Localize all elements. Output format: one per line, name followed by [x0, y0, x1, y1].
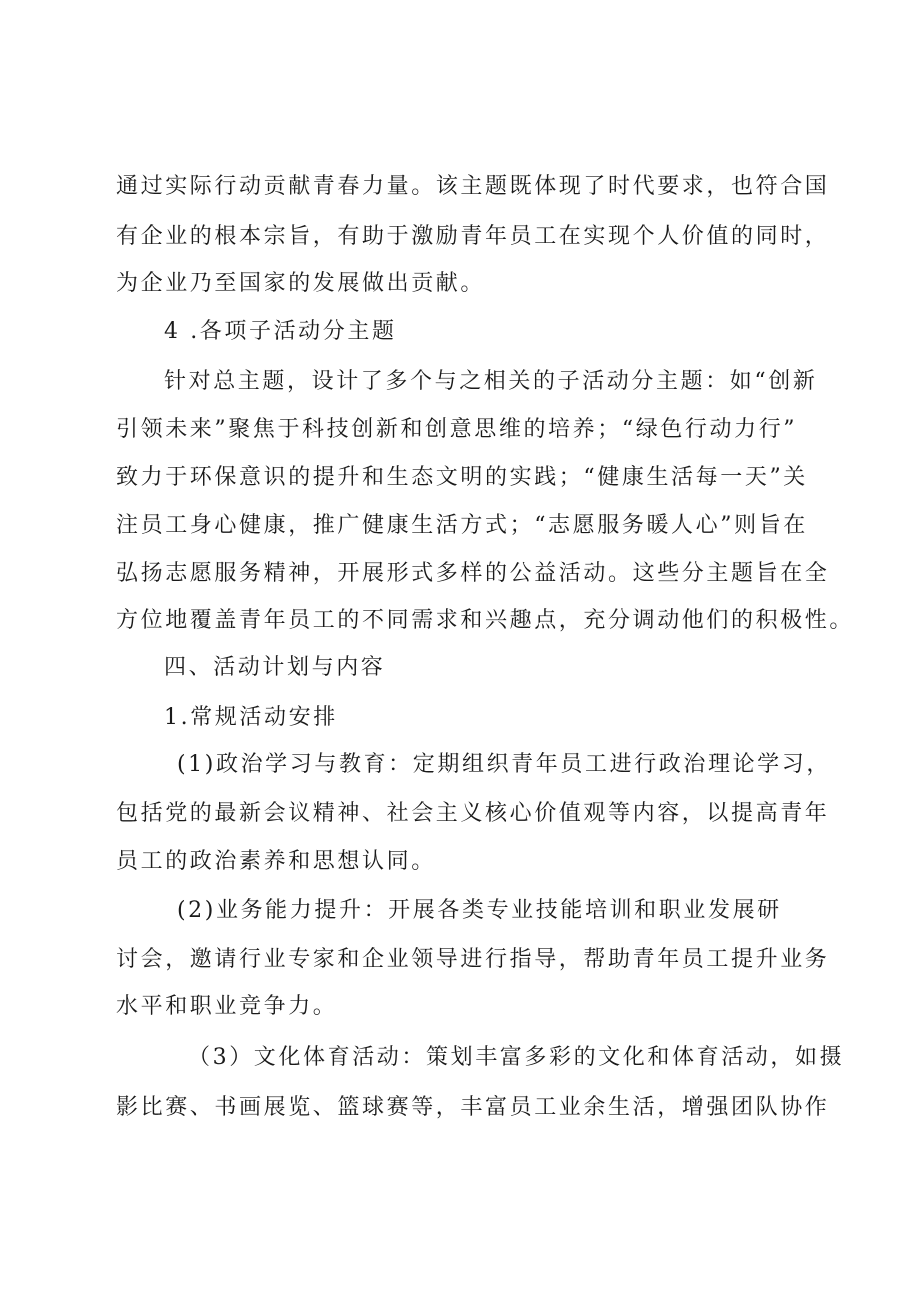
paragraph-line: 针对总主题，设计了多个与之相关的子活动分主题：如“创新	[164, 369, 818, 394]
paragraph-line: 讨会，邀请行业专家和企业领导进行指导，帮助青年员工提升业务	[116, 947, 830, 972]
paragraph-line: 影比赛、书画展览、篮球赛等，丰富员工业余生活，增强团队协作	[116, 1095, 830, 1120]
paragraph-line: 通过实际行动贡献青春力量。该主题既体现了时代要求，也符合国	[116, 174, 830, 199]
paragraph-line: (1)政治学习与教育：定期组织青年员工进行政治理论学习，	[177, 752, 831, 777]
paragraph-line: 包括党的最新会议精神、社会主义核心价值观等内容，以提高青年	[116, 801, 830, 826]
paragraph-line: 注员工身心健康，推广健康生活方式；“志愿服务暖人心”则旨在	[116, 513, 808, 538]
paragraph-line: 弘扬志愿服务精神，开展形式多样的公益活动。这些分主题旨在全	[116, 561, 830, 586]
paragraph-line: 水平和职业竞争力。	[116, 994, 338, 1019]
section-heading: 4 .各项子活动分主题	[164, 319, 397, 344]
section-heading: 四、活动计划与内容	[164, 655, 386, 680]
paragraph-line: 引领未来”聚焦于科技创新和创意思维的培养；“绿色行动力行”	[116, 417, 798, 442]
subsection-heading: 1.常规活动安排	[164, 705, 338, 730]
paragraph-line: 致力于环保意识的提升和生态文明的实践；“健康生活每一天”关	[116, 465, 808, 490]
paragraph-line: （3）文化体育活动：策划丰富多彩的文化和体育活动，如摄	[188, 1045, 845, 1070]
paragraph-line: 方位地覆盖青年员工的不同需求和兴趣点，充分调动他们的积极性。	[116, 608, 855, 633]
paragraph-line: 员工的政治素养和思想认同。	[116, 849, 436, 874]
paragraph-line: 有企业的根本宗旨，有助于激励青年员工在实现个人价值的同时，	[116, 224, 830, 249]
paragraph-line: (2)业务能力提升：开展各类专业技能培训和职业发展研	[177, 898, 782, 923]
paragraph-line: 为企业乃至国家的发展做出贡献。	[116, 271, 486, 296]
